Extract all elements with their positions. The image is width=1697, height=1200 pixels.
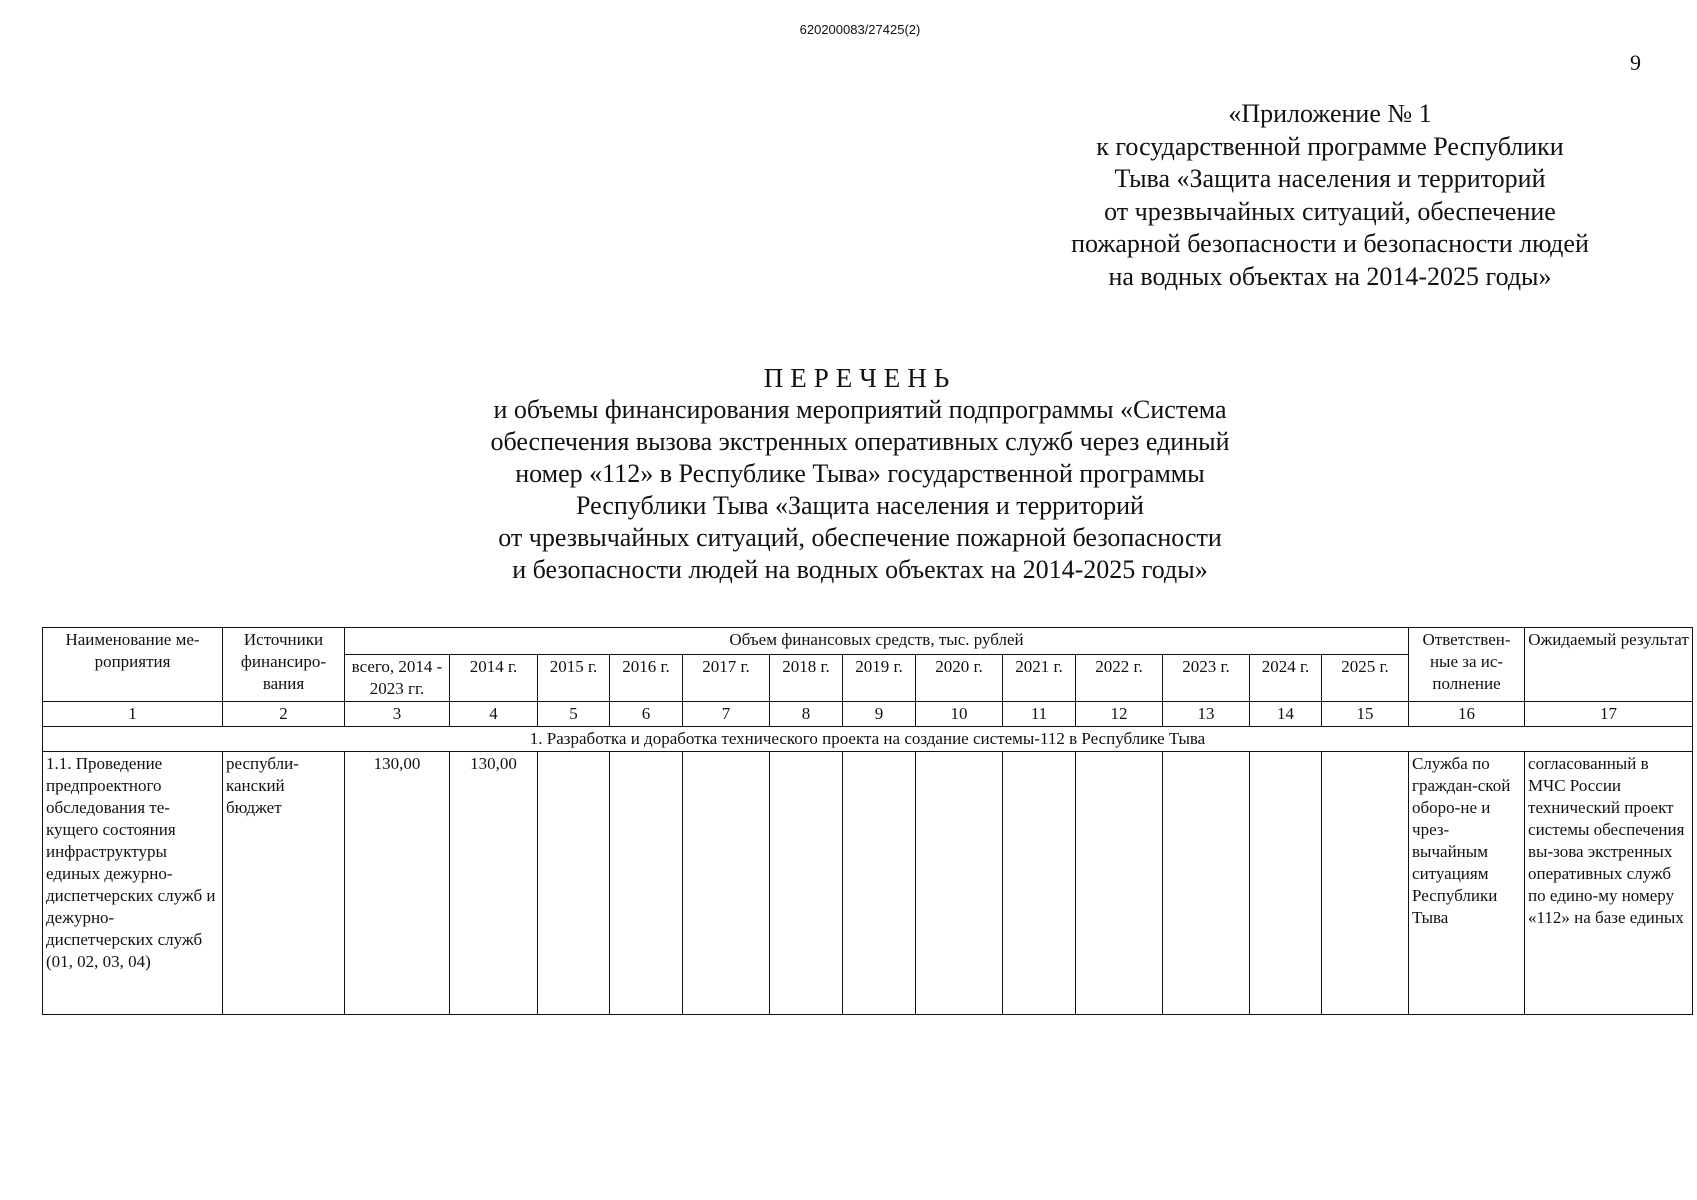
- appendix-line: от чрезвычайных ситуаций, обеспечение: [1104, 196, 1556, 226]
- header-year: 2019 г.: [843, 655, 916, 702]
- cell-value: [610, 752, 683, 1015]
- column-number: 17: [1525, 702, 1693, 727]
- title-line: от чрезвычайных ситуаций, обеспечение пожарной безопасности: [498, 523, 1222, 552]
- column-number: 9: [843, 702, 916, 727]
- cell-total: 130,00: [345, 752, 450, 1015]
- column-number: 2: [223, 702, 345, 727]
- cell-value: [843, 752, 916, 1015]
- column-number-row: [43, 702, 1693, 727]
- section-title: 1. Разработка и доработка технического проекта на создание системы-112 в Республике Тыва: [43, 727, 1693, 752]
- title-line: номер «112» в Республике Тыва» государственной программы: [515, 459, 1205, 488]
- column-number: 4: [450, 702, 538, 727]
- appendix-heading: [1035, 98, 1625, 293]
- column-number: 14: [1250, 702, 1322, 727]
- appendix-line: «Приложение № 1: [1228, 99, 1432, 128]
- header-result: Ожидаемый результат: [1525, 628, 1693, 702]
- appendix-line: Тыва «Защита населения и территорий: [1114, 164, 1546, 193]
- cell-value: 130,00: [450, 752, 538, 1015]
- header-year: 2015 г.: [538, 655, 610, 702]
- column-number: 11: [1003, 702, 1076, 727]
- column-number: 6: [610, 702, 683, 727]
- column-number: 15: [1322, 702, 1409, 727]
- cell-responsible: Служба по граждан-ской оборо-не и чрез-вычайным ситуациям Республики Тыва: [1409, 752, 1525, 1015]
- cell-value: [1250, 752, 1322, 1015]
- header-year: 2023 г.: [1163, 655, 1250, 702]
- appendix-line: пожарной безопасности и безопасности людей: [1071, 229, 1589, 258]
- header-year: 2022 г.: [1076, 655, 1163, 702]
- appendix-line: к государственной программе Республики: [1096, 131, 1564, 161]
- column-number: 7: [683, 702, 770, 727]
- header-responsible: Ответствен-ные за ис-полнение: [1409, 628, 1525, 702]
- title-main: ПЕРЕЧЕНЬ: [763, 363, 957, 393]
- document-title: [400, 362, 1320, 586]
- column-number: 13: [1163, 702, 1250, 727]
- cell-source: республи-канский бюджет: [223, 752, 345, 1015]
- column-number: 3: [345, 702, 450, 727]
- header-year: 2021 г.: [1003, 655, 1076, 702]
- header-total: всего, 2014 - 2023 гг.: [345, 655, 450, 702]
- document-id: 620200083/27425(2): [799, 22, 921, 37]
- title-line: Республики Тыва «Защита населения и территорий: [576, 491, 1144, 520]
- header-name: Наименование ме-роприятия: [43, 628, 223, 702]
- section-row: [43, 727, 1693, 752]
- appendix-line: на водных объектах на 2014-2025 годы»: [1108, 261, 1552, 291]
- cell-value: [770, 752, 843, 1015]
- table-header-row: [43, 628, 1693, 655]
- header-year: 2014 г.: [450, 655, 538, 702]
- financing-table: [42, 627, 1693, 1015]
- title-line: и объемы финансирования мероприятий подпрограммы «Система: [493, 395, 1227, 424]
- cell-value: [1322, 752, 1409, 1015]
- cell-value: [538, 752, 610, 1015]
- title-line: обеспечения вызова экстренных оперативных служб через единый: [490, 427, 1230, 456]
- header-year: 2020 г.: [916, 655, 1003, 702]
- cell-value: [1003, 752, 1076, 1015]
- cell-value: [1076, 752, 1163, 1015]
- cell-name: 1.1. Проведение предпроектного обследования те-кущего состояния инфраструктуры единых дежурно-диспетчерских служб и дежурно-диспетчерских служб (01, 02, 03, 04): [43, 752, 223, 1015]
- column-number: 8: [770, 702, 843, 727]
- header-year: 2016 г.: [610, 655, 683, 702]
- title-line: и безопасности людей на водных объектах на 2014-2025 годы»: [512, 555, 1208, 584]
- cell-value: [1163, 752, 1250, 1015]
- page-number: 9: [1630, 50, 1641, 75]
- header-year: 2024 г.: [1250, 655, 1322, 702]
- header-year: 2018 г.: [770, 655, 843, 702]
- column-number: 10: [916, 702, 1003, 727]
- column-number: 5: [538, 702, 610, 727]
- header-year: 2017 г.: [683, 655, 770, 702]
- column-number: 16: [1409, 702, 1525, 727]
- column-number: 1: [43, 702, 223, 727]
- header-year: 2025 г.: [1322, 655, 1409, 702]
- cell-result: согласованный в МЧС России технический проект системы обеспечения вы-зова экстренных оперативных служб по едино-му номеру «112» на базе единых: [1525, 752, 1693, 1015]
- cell-value: [683, 752, 770, 1015]
- header-volume: Объем финансовых средств, тыс. рублей: [345, 628, 1409, 655]
- header-source: Источники финансиро-вания: [223, 628, 345, 702]
- cell-value: [916, 752, 1003, 1015]
- table-row: [43, 752, 1693, 1015]
- column-number: 12: [1076, 702, 1163, 727]
